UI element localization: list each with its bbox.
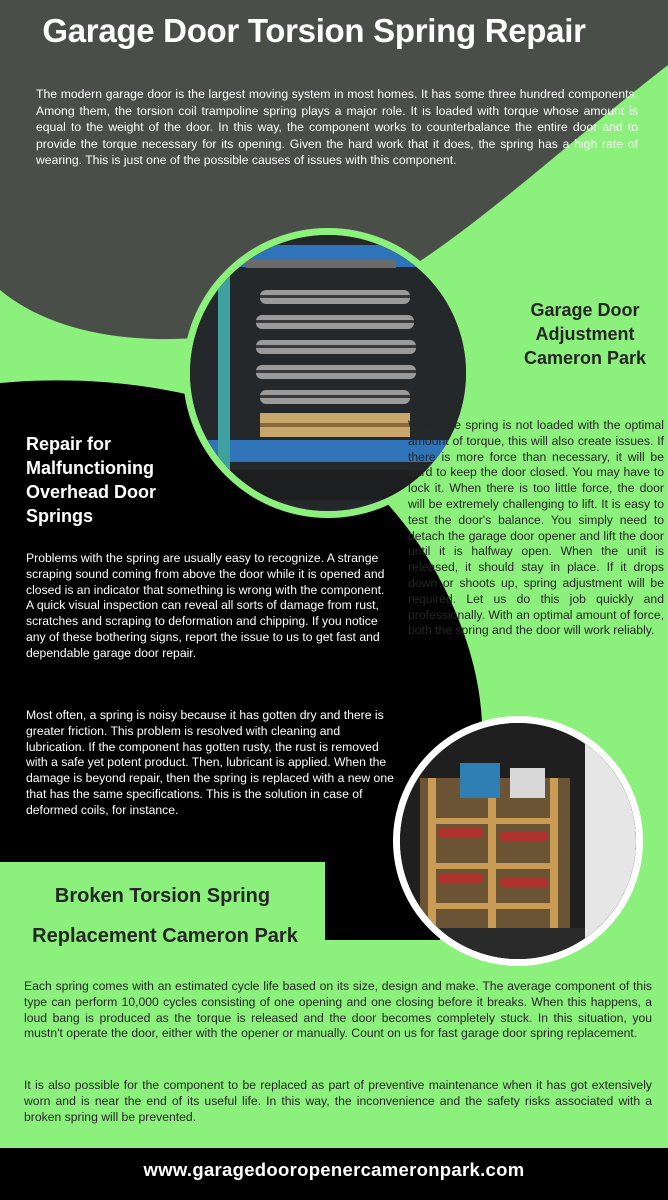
repair-heading: Repair for Malfunctioning Overhead Door Springs	[26, 434, 157, 526]
broken-heading-line-1: Broken Torsion Spring	[54, 885, 271, 907]
adjustment-heading: Garage Door Adjustment Cameron Park	[523, 300, 647, 368]
van-storage-photo	[393, 716, 643, 966]
repair-paragraph-2: Most often, a spring is noisy because it has gotten dry and there is greater friction. This problem is resolved with cleaning and lubrication. If the component has gotten rusty, the rust is removed with a safe yet potent product. Then, lubricant is applied. When the damage is beyond repair, then the spring is replaced with a new one that has the same specifications. This is the solution in case of deformed coils, for instance.	[26, 708, 394, 817]
van-storage-image	[400, 723, 636, 959]
broken-heading-line-2: Replacement Cameron Park	[32, 925, 298, 947]
broken-paragraph-1: Each spring comes with an estimated cycle life based on its size, design and make. The average component of this type can perform 10,000 cycles consisting of one opening and one closing before it breaks. When this happens, a loud bang is produced as the torque is released and the door becomes completely stuck. In this situation, you mustn't operate the door, either with the opener or manually. Count on us for fast garage door spring replacement.	[24, 979, 652, 1041]
page-title: Garage Door Torsion Spring Repair	[42, 12, 586, 49]
repair-paragraph-1: Problems with the spring are usually easy to recognize. A strange scraping sound coming from above the door while it is opened and closed is an indicator that something is wrong with the component. A quick visual inspection can reveal all sorts of damage from rust, scratches and scraping to deformation and chipping. If you notice any of these bothering signs, report the issue to us to get fast and dependable garage door repair.	[26, 551, 385, 660]
intro-paragraph: The modern garage door is the largest moving system in most homes. It has some three hundred components. Among them, the torsion coil trampoline spring plays a major role. It is loaded with torque whose amount is equal to the weight of the door. In this way, the component works to counterbalance the entire door and to provide the torque necessary for its opening. Given the hard work that it does, the spring has a high rate of wearing. This is just one of the possible causes of issues with this component.	[36, 87, 638, 168]
footer-website-link[interactable]: www.garagedooropenercameronpark.com	[143, 1159, 525, 1180]
broken-paragraph-2: It is also possible for the component to be replaced as part of preventive maintenance when it has got extensively worn and is near the end of its useful life. In this way, the inconvenience and the safety risks associated with a broken spring will be prevented.	[24, 1078, 652, 1124]
adjustment-paragraph: When the spring is not loaded with the optimal amount of torque, this will also create issues. If there is more force than necessary, it will be hard to keep the door closed. You may have to lock it. When there is too little force, the door will be extremely challenging to lift. It is easy to test the door's balance. You simply need to detach the garage door opener and lift the door until it is halfway open. When the unit is released, it should stay in place. If it drops down or shoots up, spring adjustment will be required. Let us do this job quickly and professionally. With an optimal amount of force, both the spring and the door will work reliably.	[408, 418, 664, 638]
